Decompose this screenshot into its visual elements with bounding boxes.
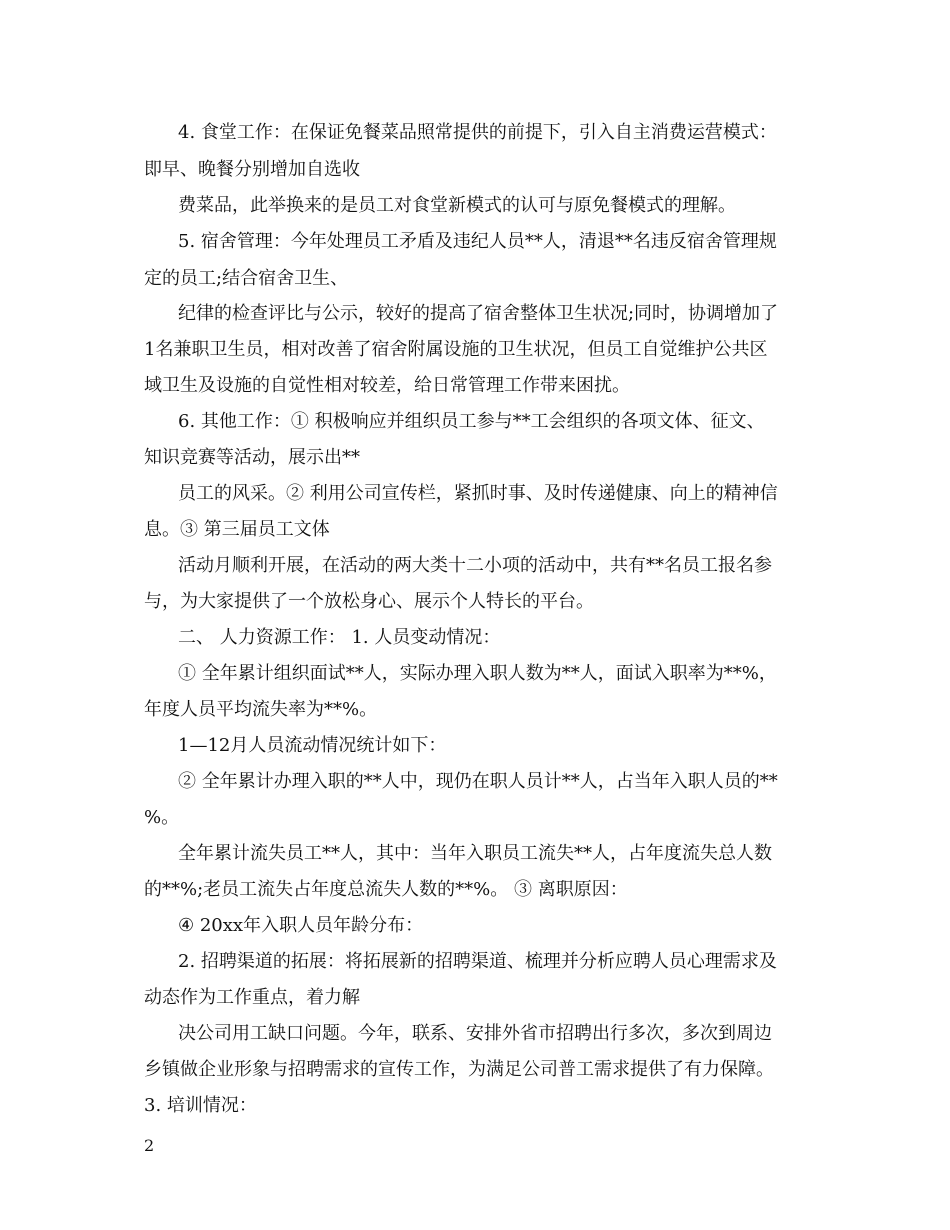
text-line-16: ① 全年累计组织面试**人，实际办理入职人数为**人，面试入职率为**%，	[178, 663, 777, 684]
text-line-27: 乡镇做企业形象与招聘需求的宣传工作，为满足公司普工需求提供了有力保障。	[144, 1059, 774, 1080]
text-line-19: ② 全年累计办理入职的**人中，现仍在职人员计**人，占当年入职人员的**	[178, 771, 778, 792]
text-line-8: 域卫生及设施的自觉性相对较差，给日常管理工作带来困扰。	[144, 375, 630, 396]
text-line-14: 与，为大家提供了一个放松身心、展示个人特长的平台。	[144, 591, 594, 612]
text-line-25: 动态作为工作重点，着力解	[144, 987, 360, 1008]
text-line-1: 4. 食堂工作：在保证免餐菜品照常提供的前提下，引入自主消费运营模式：	[178, 122, 777, 143]
text-line-22: 的**%;老员工流失占年度总流失人数的**%。 ③ 离职原因：	[144, 879, 628, 900]
text-line-10: 知识竞赛等活动，展示出**	[144, 447, 360, 468]
text-line-21: 全年累计流失员工**人，其中：当年入职员工流失**人，占年度流失总人数	[178, 843, 772, 864]
text-line-28: 3. 培训情况：	[144, 1095, 257, 1116]
text-line-12: 息。③ 第三届员工文体	[144, 519, 330, 540]
text-line-24: 2. 招聘渠道的拓展：将拓展新的招聘渠道、梳理并分析应聘人员心理需求及	[178, 951, 777, 972]
text-line-23: ④ 20xx年入职人员年龄分布：	[178, 915, 424, 936]
text-line-6: 纪律的检查评比与公示，较好的提高了宿舍整体卫生状况;同时，协调增加了	[178, 303, 779, 324]
text-line-3: 费菜品，此举换来的是员工对食堂新模式的认可与原免餐模式的理解。	[178, 195, 736, 216]
page-number: 2	[144, 1136, 155, 1155]
text-line-7: 1名兼职卫生员，相对改善了宿舍附属设施的卫生状况，但员工自觉维护公共区	[144, 339, 768, 360]
text-line-4: 5. 宿舍管理：今年处理员工矛盾及违纪人员**人，清退**名违反宿舍管理规	[178, 231, 777, 252]
text-line-15: 二、 人力资源工作： 1. 人员变动情况：	[178, 627, 501, 648]
text-line-26: 决公司用工缺口问题。今年，联系、安排外省市招聘出行多次，多次到周边	[178, 1023, 772, 1044]
text-line-2: 即早、晚餐分别增加自选收	[144, 159, 360, 180]
text-line-20: %。	[144, 807, 180, 828]
text-line-13: 活动月顺利开展，在活动的两大类十二小项的活动中，共有**名员工报名参	[178, 555, 772, 576]
text-line-9: 6. 其他工作：① 积极响应并组织员工参与**工会组织的各项文体、征文、	[178, 411, 765, 432]
text-line-11: 员工的风采。② 利用公司宣传栏，紧抓时事、及时传递健康、向上的精神信	[178, 483, 778, 504]
text-line-17: 年度人员平均流失率为**%。	[144, 699, 378, 720]
text-line-5: 定的员工;结合宿舍卫生、	[144, 268, 349, 289]
text-line-18: 1—12月人员流动情况统计如下：	[178, 735, 447, 756]
